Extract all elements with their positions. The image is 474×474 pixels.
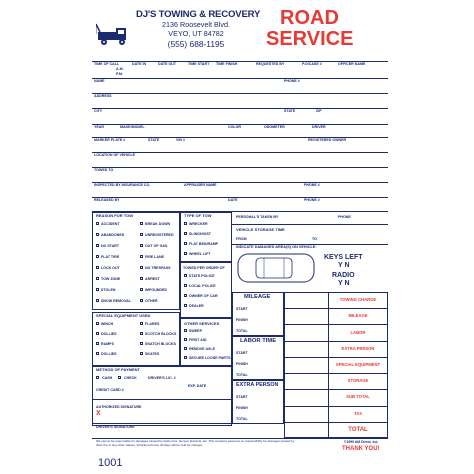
rule <box>92 399 232 400</box>
reason-checkbox[interactable] <box>140 222 143 225</box>
reason-label: NO START <box>101 243 120 248</box>
tow-type-label: WRECKER <box>189 221 208 226</box>
marker-plate-label: MARKER PLATE # <box>94 138 126 142</box>
phone2-label: PHONE # <box>304 183 320 187</box>
reason-label: ARREST <box>145 276 160 281</box>
check-label: CHECK <box>124 376 137 380</box>
special-equipment-box <box>92 312 180 366</box>
charge-label: TOWING CHARGE <box>339 297 377 303</box>
tow-type-checkbox[interactable] <box>184 242 187 245</box>
reason-label: FIRE LANE <box>145 254 164 259</box>
damage-header: INDICATE DAMAGED AREA(S) ON VEHICLE: <box>236 245 317 249</box>
personal-taken-by-label: PERSONAL'S TAKEN BY <box>236 215 279 219</box>
rule <box>284 308 388 309</box>
reason-checkbox[interactable] <box>140 244 143 247</box>
exp-date-label: EXP. DATE <box>188 384 207 388</box>
service-checkbox[interactable] <box>184 356 187 359</box>
reason-checkbox[interactable] <box>96 266 99 269</box>
keys-yn: Y N <box>338 262 350 269</box>
service-label: REMOVE AXLE <box>189 346 216 351</box>
charge-label: MILEAGE <box>348 313 368 319</box>
reason-label: OTHER <box>145 298 158 303</box>
equipment-checkbox[interactable] <box>96 332 99 335</box>
title-line-2: SERVICE <box>266 28 354 50</box>
year-label: YEAR <box>94 125 104 129</box>
pm-label: P.M. <box>116 72 123 76</box>
charge-label: TAX <box>353 410 363 416</box>
charge-label: STORAGE <box>347 378 369 384</box>
charge-label: SUB TOTAL <box>346 394 370 400</box>
equipment-label: FLARES <box>145 321 160 326</box>
labor-header: LABOR TIME <box>240 338 277 344</box>
equipment-header: SPECIAL EQUIPMENT USED <box>96 313 151 318</box>
drivers-lic-label: DRIVER'S LIC. # <box>148 376 176 380</box>
service-label: FIRST AID <box>189 337 207 342</box>
equipment-label: SKATES <box>145 351 160 356</box>
reason-checkbox[interactable] <box>140 233 143 236</box>
check-checkbox[interactable] <box>118 376 121 379</box>
reason-checkbox[interactable] <box>140 277 143 280</box>
reason-label: FLAT TIRE <box>101 254 120 259</box>
rule <box>284 373 388 374</box>
reason-label: NO TRESPASS <box>145 265 171 270</box>
mileage-total: TOTAL <box>236 329 248 333</box>
storage-to-label: TO <box>312 237 317 241</box>
equipment-checkbox[interactable] <box>140 322 143 325</box>
charge-label: SPECIAL EQUIPMENT <box>335 362 381 367</box>
order-checkbox[interactable] <box>184 284 187 287</box>
address-label: ADDRESS <box>94 94 112 98</box>
rule <box>284 422 388 423</box>
reason-checkbox[interactable] <box>96 255 99 258</box>
reason-label: STOLEN <box>101 287 116 292</box>
rule <box>92 152 388 153</box>
po-case-label: P.O/CASE # <box>302 62 322 66</box>
towed-per-header: TOWED PER ORDER OF <box>183 266 225 270</box>
rule <box>92 108 388 109</box>
date-out-label: DATE OUT <box>158 62 177 66</box>
reason-label: BREAK DOWN <box>145 221 171 226</box>
reason-label: ACCIDENT <box>101 221 120 226</box>
order-label: STATE POLICE <box>189 273 215 278</box>
vin-label: VIN # <box>176 138 185 142</box>
cash-checkbox[interactable] <box>96 376 99 379</box>
reason-label: ABANDONED <box>101 232 125 237</box>
extra-finish: FINISH <box>236 406 248 410</box>
rule <box>232 224 388 225</box>
form-header <box>92 4 388 60</box>
rule <box>284 406 388 407</box>
radio-label: RADIO <box>332 272 355 279</box>
reason-label: SNOW REMOVAL <box>101 298 131 303</box>
order-checkbox[interactable] <box>184 304 187 307</box>
date-in-label: DATE IN <box>132 62 147 66</box>
reason-label: OUT OF GAS <box>145 243 168 248</box>
tow-type-label: SLINGHOIST <box>189 231 211 236</box>
charge-label: LABOR <box>350 329 366 335</box>
type-header: TYPE OF TOW <box>184 213 212 218</box>
tow-type-checkbox[interactable] <box>184 232 187 235</box>
payment-header: METHOD OF PAYMENT <box>96 367 141 372</box>
order-checkbox[interactable] <box>184 294 187 297</box>
inspected-label: INSPECTED BY INSURANCE CO. <box>94 183 151 187</box>
time-of-call-label: TIME OF CALL <box>94 62 120 66</box>
order-label: OWNER OF CAR <box>189 293 218 298</box>
date-label: DATE <box>228 198 238 202</box>
odometer-label: ODOMETER <box>264 125 285 129</box>
company-block <box>136 9 261 49</box>
state-label: STATE <box>284 109 296 113</box>
labor-finish: FINISH <box>236 362 248 366</box>
reason-label: LOCK OUT <box>101 265 120 270</box>
labor-total: TOTAL <box>236 373 248 377</box>
reason-checkbox[interactable] <box>140 299 143 302</box>
reason-checkbox[interactable] <box>140 255 143 258</box>
time-finish-label: TIME FINISH <box>216 62 238 66</box>
charge-label: EXTRA PERSON <box>341 345 375 351</box>
rule <box>284 357 388 358</box>
equipment-checkbox[interactable] <box>140 332 143 335</box>
reason-checkbox[interactable] <box>140 266 143 269</box>
reason-checkbox[interactable] <box>96 233 99 236</box>
time-start-label: TIME START <box>188 62 210 66</box>
towed-to-label: TOWED TO <box>94 168 114 172</box>
labor-start: START <box>236 351 248 355</box>
reason-checkbox[interactable] <box>96 277 99 280</box>
rule <box>284 389 388 390</box>
officer-name-label: OFFICER NAME <box>338 62 366 66</box>
copyright: ©1999 AM Direct, Inc. <box>344 440 379 444</box>
service-label: SWEEP <box>189 328 202 333</box>
equipment-checkbox[interactable] <box>140 342 143 345</box>
phone3-label: PHONE # <box>304 198 320 202</box>
services-header: OTHER SERVICES <box>184 321 220 326</box>
equipment-checkbox[interactable] <box>140 352 143 355</box>
storage-from-label: FROM <box>236 237 247 241</box>
rule <box>92 93 388 94</box>
equipment-checkbox[interactable] <box>96 342 99 345</box>
reason-checkbox[interactable] <box>96 222 99 225</box>
name-label: NAME <box>94 79 105 83</box>
order-label: LOCAL POLICE <box>189 283 216 288</box>
make-model-label: MAKE/MODEL <box>120 125 145 129</box>
registered-owner-label: REGISTERED OWNER <box>308 138 347 142</box>
keys-left-label: KEYS LEFT <box>324 254 363 261</box>
form-title <box>266 8 388 50</box>
mileage-header: MILEAGE <box>244 294 271 300</box>
reason-for-tow-box <box>92 212 180 310</box>
cash-label: CASH <box>102 376 113 380</box>
rule <box>284 324 388 325</box>
tow-type-label: FLAT BED/RAMP <box>189 241 219 246</box>
tow-type-checkbox[interactable] <box>184 222 187 225</box>
tow-type-label: WHEEL LIFT <box>189 251 211 256</box>
storage-header: VEHICLE STORAGE TIME <box>236 227 285 232</box>
disclaimer-text: We cannot be responsible for damages caused by faulty tires, bumper brackets, etc. This company assumes no responsibility for damages caused by theft, fire or any other causes. Vehicles left over 30 days will be sold for charges. <box>96 439 295 447</box>
equipment-checkbox[interactable] <box>96 322 99 325</box>
credit-card-label: CREDIT CARD # <box>96 388 124 392</box>
service-checkbox[interactable] <box>184 347 187 350</box>
equipment-label: WINCH <box>101 321 114 326</box>
equipment-label: SNATCH BLOCKS <box>145 341 176 346</box>
drivers-signature-label: DRIVER'S SIGNATURE <box>96 425 135 429</box>
state2-label: STATE <box>148 138 160 142</box>
radio-yn: Y N <box>338 280 350 287</box>
car-diagram-icon <box>236 250 316 286</box>
equipment-label: DOLLIES <box>101 351 117 356</box>
service-checkbox[interactable] <box>184 338 187 341</box>
payment-box <box>92 366 232 426</box>
am-label: A.M. <box>116 67 124 71</box>
rule <box>92 423 232 424</box>
company-phone: (555) 688-1195 <box>167 39 225 49</box>
requested-by-label: REQUESTED BY <box>256 62 285 66</box>
reason-checkbox[interactable] <box>96 288 99 291</box>
rule <box>92 167 388 168</box>
form-number: 1001 <box>98 457 123 469</box>
color-label: COLOR <box>228 125 241 129</box>
appraiser-label: APPRAISER NAME <box>184 183 217 187</box>
towed-per-order-box <box>180 262 232 318</box>
signature-x-mark: X <box>96 410 101 417</box>
tow-type-checkbox[interactable] <box>184 252 187 255</box>
charge-label: TOTAL <box>348 426 368 433</box>
equipment-label: DOLLIES <box>101 331 117 336</box>
reason-label: IMPOUNDED <box>145 287 167 292</box>
equipment-label: SCOTCH BLOCKS <box>145 331 177 336</box>
location-label: LOCATION OF VEHICLE <box>94 153 136 157</box>
road-service-form <box>92 4 388 470</box>
rule <box>284 341 388 342</box>
thank-you: THANK YOU! <box>342 446 380 452</box>
service-label: SECURE LOOSE PARTS <box>189 355 231 360</box>
reason-header: REASON FOR TOW <box>96 213 134 218</box>
order-label: DEALER <box>189 303 204 308</box>
personal-phone-label: PHONE <box>338 215 351 219</box>
driver-label: DRIVER <box>312 125 326 129</box>
equipment-checkbox[interactable] <box>96 352 99 355</box>
authorized-signature-label: AUTHORIZED SIGNATURE <box>96 405 142 409</box>
equipment-label: RAMPS <box>101 341 114 346</box>
reason-label: UNREGISTERED <box>145 232 174 237</box>
city-label: CITY <box>94 109 103 113</box>
phone-label: PHONE # <box>284 79 300 83</box>
rule <box>92 197 388 198</box>
company-address: 2136 Roosevelt Blvd. <box>162 20 230 29</box>
extra-header: EXTRA PERSON <box>236 382 279 388</box>
zip-label: ZIP <box>316 109 322 113</box>
reason-checkbox[interactable] <box>96 244 99 247</box>
mileage-finish: FINISH <box>236 318 248 322</box>
extra-start: START <box>236 395 248 399</box>
reason-label: TOW ZONE <box>101 276 121 281</box>
company-name: DJ'S TOWING & RECOVERY <box>136 9 261 20</box>
mileage-start: START <box>236 307 248 311</box>
tow-truck-icon <box>96 20 132 50</box>
service-checkbox[interactable] <box>184 329 187 332</box>
released-by-label: RELEASED BY <box>94 198 120 202</box>
reason-checkbox[interactable] <box>96 299 99 302</box>
order-checkbox[interactable] <box>184 274 187 277</box>
rule <box>92 78 388 79</box>
extra-total: TOTAL <box>236 417 248 421</box>
title-line-1: ROAD <box>280 7 339 29</box>
company-city: VEYO, UT 84782 <box>168 29 224 38</box>
reason-checkbox[interactable] <box>140 288 143 291</box>
